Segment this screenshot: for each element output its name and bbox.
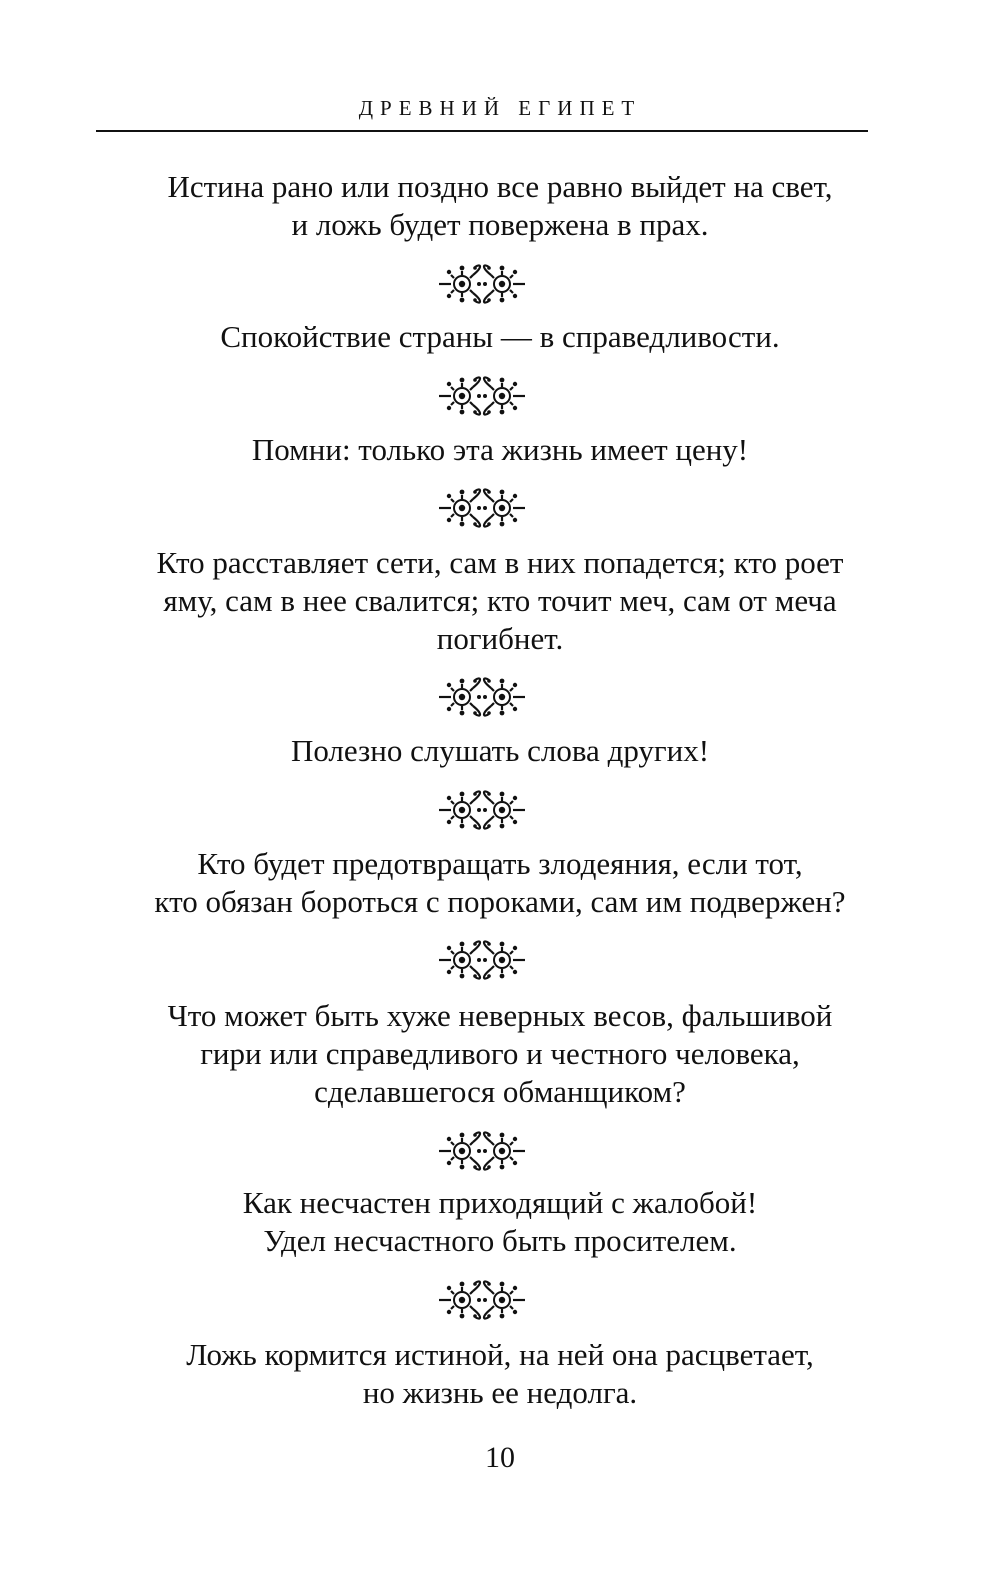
saying-3 — [60, 431, 940, 469]
saying-line: Удел несчастного быть просителем. — [263, 1223, 737, 1258]
saying-line: гири или справедливого и честного человека, — [200, 1036, 800, 1071]
saying-line: Истина рано или поздно все равно выйдет на свет, — [167, 169, 833, 204]
saying-9 — [60, 1336, 940, 1412]
page-number: 10 — [485, 1441, 515, 1474]
saying-line: Что может быть хуже неверных весов, фальшивой — [167, 998, 833, 1033]
floral-fleuron-icon — [437, 264, 527, 304]
saying-2 — [60, 318, 940, 356]
floral-fleuron-icon — [437, 677, 527, 717]
saying-8 — [60, 1184, 940, 1260]
header-rule — [96, 130, 868, 132]
saying-1 — [60, 168, 940, 244]
saying-line: Кто будет предотвращать злодеяния, если тот, — [197, 846, 803, 881]
saying-line: Кто расставляет сети, сам в них попадется; кто роет — [156, 545, 844, 580]
saying-line: Помни: только эта жизнь имеет цену! — [251, 432, 749, 467]
saying-line: Как несчастен приходящий с жалобой! — [242, 1185, 758, 1220]
saying-line: сделавшегося обманщиком? — [314, 1074, 686, 1109]
saying-4 — [60, 544, 940, 658]
saying-line: погибнет. — [436, 621, 564, 656]
floral-fleuron-icon — [437, 376, 527, 416]
floral-fleuron-icon — [437, 940, 527, 980]
saying-line: Ложь кормится истиной, на ней она расцветает, — [186, 1337, 814, 1372]
saying-6 — [60, 845, 940, 921]
saying-line: кто обязан бороться с пороками, сам им подвержен? — [154, 884, 846, 919]
saying-7 — [60, 997, 940, 1111]
running-head-title: ДРЕВНИЙ ЕГИПЕТ — [358, 96, 642, 120]
floral-fleuron-icon — [437, 488, 527, 528]
saying-line: и ложь будет повержена в прах. — [291, 207, 709, 242]
saying-line: Полезно слушать слова других! — [290, 733, 710, 768]
floral-fleuron-icon — [437, 1280, 527, 1320]
saying-line: но жизнь ее недолга. — [362, 1375, 638, 1410]
saying-5 — [60, 732, 940, 770]
floral-fleuron-icon — [437, 790, 527, 830]
saying-line: Спокойствие страны — в справедливости. — [220, 319, 780, 354]
saying-line: яму, сам в нее свалится; кто точит меч, сам от меча — [163, 583, 837, 618]
floral-fleuron-icon — [437, 1131, 527, 1171]
